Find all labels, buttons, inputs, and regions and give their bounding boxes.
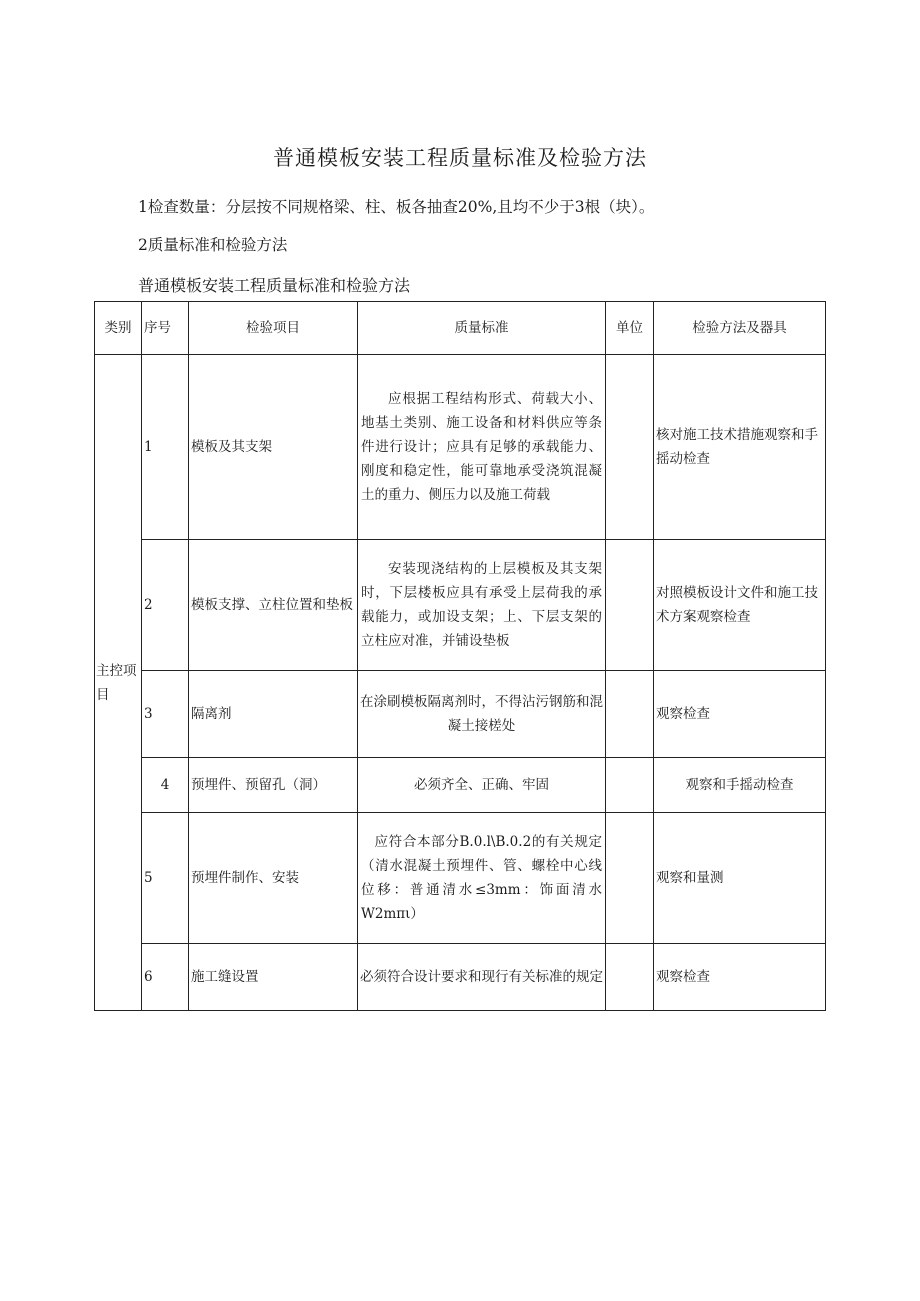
- standard-cell: 必须符合设计要求和现行有关标准的规定: [358, 944, 606, 1011]
- method-cell: 核对施工技术措施观察和手摇动检查: [654, 355, 826, 540]
- table-row: [95, 671, 826, 758]
- table-row: [95, 813, 826, 944]
- unit-cell: [606, 758, 654, 813]
- header-item: 检验项目: [189, 302, 358, 355]
- table-row: [95, 540, 826, 671]
- standard-cell: 应根据工程结构形式、荷载大小、地基土类别、施工设备和材料供应等条件进行设计；应具有足够的承载能力、刚度和稳定性，能可靠地承受浇筑混凝土的重力、侧压力以及施工荷载: [358, 355, 606, 540]
- quality-standard-table: [94, 301, 826, 1011]
- item-cell: 施工缝设置: [189, 944, 358, 1011]
- item-cell: 预埋件、预留孔（洞）: [189, 758, 358, 813]
- method-cell: 对照模板设计文件和施工技术方案观察检查: [654, 540, 826, 671]
- unit-cell: [606, 813, 654, 944]
- table-row: [95, 758, 826, 813]
- standard-cell: 安装现浇结构的上层模板及其支架时，下层楼板应具有承受上层荷我的承载能力，或加设支架；上、下层支架的立柱应对准，并铺设垫板: [358, 540, 606, 671]
- item-cell: 模板及其支架: [189, 355, 358, 540]
- table-row: [95, 944, 826, 1011]
- seq-cell: 5: [142, 813, 189, 944]
- unit-cell: [606, 355, 654, 540]
- standard-cell: 必须齐全、正确、牢固: [358, 758, 606, 813]
- category-cell: 主控项目: [95, 355, 142, 1011]
- table-header-row: [95, 302, 826, 355]
- seq-cell: 6: [142, 944, 189, 1011]
- quality-standard-heading: 2质量标准和检验方法: [138, 236, 288, 254]
- header-unit: 单位: [606, 302, 654, 355]
- method-cell: 观察和量测: [654, 813, 826, 944]
- item-cell: 预埋件制作、安装: [189, 813, 358, 944]
- method-cell: 观察检查: [654, 944, 826, 1011]
- table-row: [95, 355, 826, 540]
- unit-cell: [606, 671, 654, 758]
- unit-cell: [606, 944, 654, 1011]
- table-caption: 普通模板安装工程质量标准和检验方法: [138, 276, 411, 295]
- unit-cell: [606, 540, 654, 671]
- seq-cell: 1: [142, 355, 189, 540]
- seq-cell: 4: [142, 758, 189, 813]
- method-cell: 观察和手摇动检查: [654, 758, 826, 813]
- header-category: 类别: [95, 302, 142, 355]
- seq-cell: 2: [142, 540, 189, 671]
- header-seq: 序号: [142, 302, 189, 355]
- method-cell: 观察检查: [654, 671, 826, 758]
- document-title: 普通模板安装工程质量标准及检验方法: [273, 146, 647, 170]
- header-standard: 质量标准: [358, 302, 606, 355]
- inspection-quantity-paragraph: 1检查数量：分层按不同规格梁、柱、板各抽查20%,且均不少于3根（块）。: [138, 198, 655, 216]
- seq-cell: 3: [142, 671, 189, 758]
- standard-cell: 在涂刷模板隔离剂时，不得沾污钢筋和混凝土接槎处: [358, 671, 606, 758]
- standard-cell: 应符合本部分B.0.l\B.0.2的有关规定（清水混凝土预埋件、管、螺栓中心线位移：普通清水≤3mm：饰面清水W2mπι）: [358, 813, 606, 944]
- item-cell: 模板支撑、立柱位置和垫板: [189, 540, 358, 671]
- item-cell: 隔离剂: [189, 671, 358, 758]
- header-method: 检验方法及器具: [654, 302, 826, 355]
